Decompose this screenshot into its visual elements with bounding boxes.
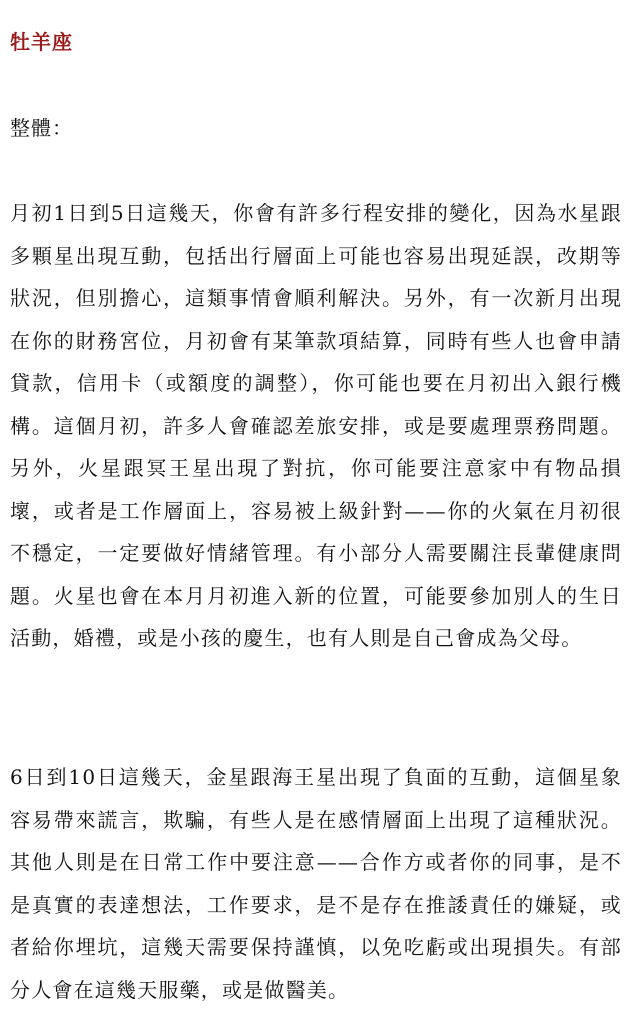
paragraph-1: 月初1日到5日這幾天，你會有許多行程安排的變化，因為水星跟多顆星出現互動，包括出行層面上可能也容易出現延誤，改期等狀況，但別擔心，這類事情會順利解決。另外，有一次新月出現在你的財務宮位，月初會有某筆款項結算，同時有些人也會申請貸款，信用卡（或額度的調整），你可能也要在月初出入銀行機構。這個月初，許多人會確認差旅安排，或是要處理票務問題。另外，火星跟冥王星出現了對抗，你可能要注意家中有物品損壞，或者是工作層面上，容易被上級針對——你的火氣在月初很不穩定，一定要做好情緒管理。有小部分人需要關注長輩健康問題。火星也會在本月月初進入新的位置，可能要參加別人的生日活動，婚禮，或是小孩的慶生，也有人則是自己會成為父母。 (10, 201, 622, 650)
section-label-overall: 整體： (10, 116, 73, 140)
page-title: 牡羊座 (10, 30, 73, 54)
paragraph-2: 6日到10日這幾天，金星跟海王星出現了負面的互動，這個星象容易帶來謊言，欺騙，有些人是在感情層面上出現了這種狀況。其他人則是在日常工作中要注意——合作方或者你的同事，是不是真實的表達想法，工作要求，是不是存在推諉責任的嫌疑，或者給你埋坑，這幾天需要保持謹慎，以免吃虧或出現損失。有部分人會在這幾天服藥，或是做醫美。 (10, 765, 622, 1002)
